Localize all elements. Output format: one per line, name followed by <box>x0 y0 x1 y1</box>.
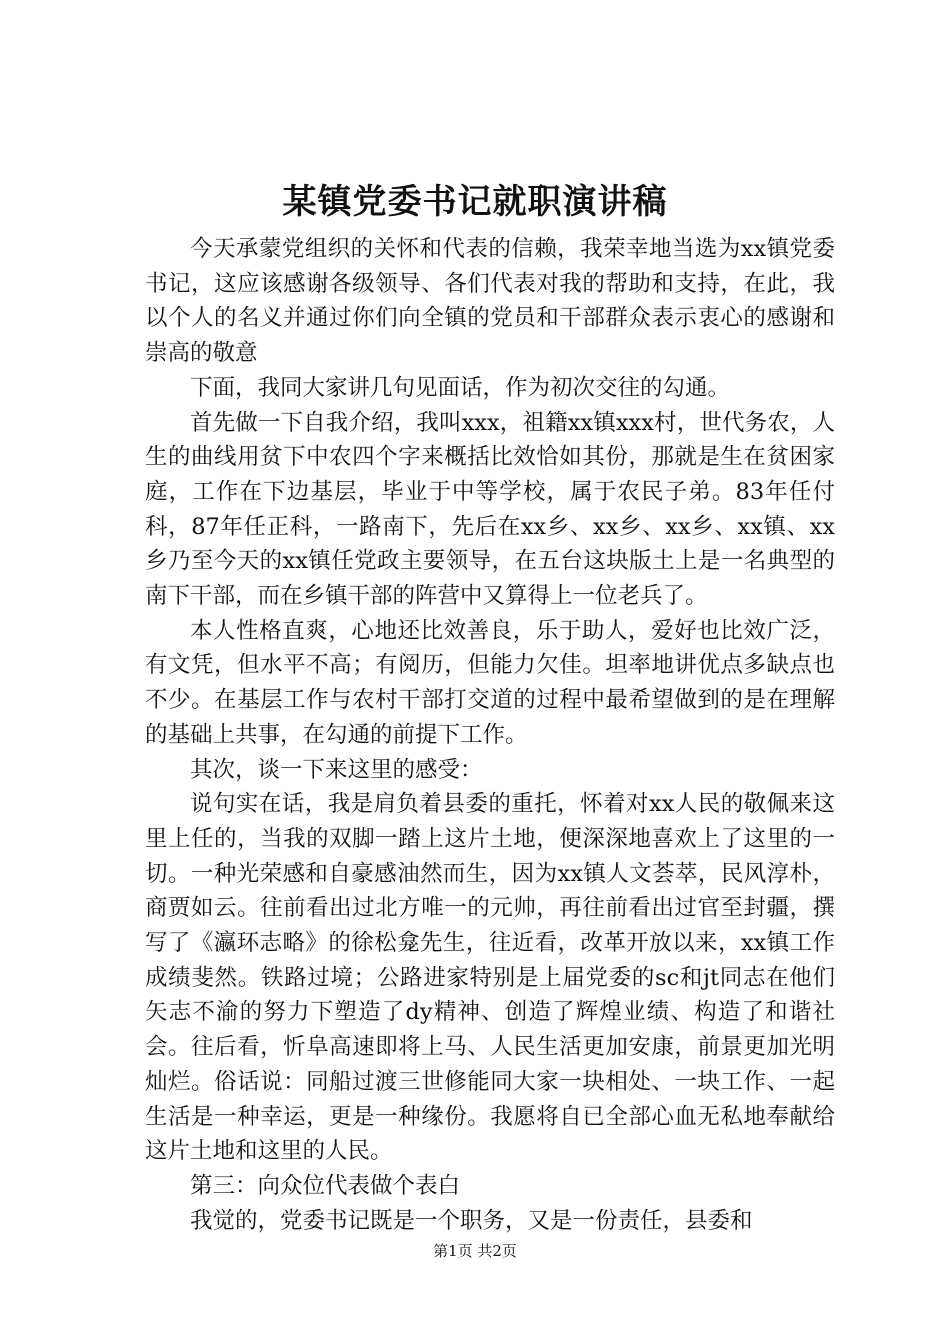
page-footer: 第1页 共2页 <box>433 1242 517 1260</box>
paragraph-statement: 我觉的，党委书记既是一个职务，又是一份责任，县委和 <box>190 1207 753 1234</box>
paragraph-personality: 本人性格直爽，心地还比效善良，乐于助人，爱好也比效广泛，有文凭，但水平不高；有阅历，但能力欠佳。坦率地讲优点多缺点也不少。在基层工作与农村干部打交道的过程中最希望做到的是在理解的基础上共事，在勾通的前提下工作。 <box>145 617 835 748</box>
document-title: 某镇党委书记就职演讲稿 <box>282 182 668 222</box>
paragraph-third-heading: 第三：向众位代表做个表白 <box>190 1172 461 1199</box>
paragraph-self-introduction: 首先做一下自我介绍，我叫xxx，祖籍xx镇xxx村，世代务农，人生的曲线用贫下中农四个字来概括比效恰如其份，那就是生在贫困家庭，工作在下边基层，毕业于中等学校，属于农民子弟。83年任付科，87年任正科，一路南下，先后在xx乡、xx乡、xx乡、xx镇、xx乡乃至今天的xx镇任党政主要领导，在五台这块版土上是一名典型的南下干部，而在乡镇干部的阵营中又算得上一位老兵了。 <box>145 409 835 610</box>
paragraph-second-heading: 其次，谈一下来这里的感受： <box>190 756 483 783</box>
paragraph-greeting: 今天承蒙党组织的关怀和代表的信赖，我荣幸地当选为xx镇党委书记，这应该感谢各级领导、各们代表对我的帮助和支持，在此，我以个人的名义并通过你们向全镇的党员和干部群众表示衷心的感谢和崇高的敬意 <box>145 236 835 367</box>
paragraph-feelings: 说句实在话，我是肩负着县委的重托，怀着对xx人民的敬佩来这里上任的，当我的双脚一踏上这片土地，便深深地喜欢上了这里的一切。一种光荣感和自豪感油然而生，因为xx镇人文荟萃，民风淳朴，商贾如云。往前看出过北方唯一的元帅，再往前看出过官至封疆，撰写了《瀛环志略》的徐松龛先生，往近看，改革开放以来，xx镇工作成绩斐然。铁路过境；公路进家特别是上届党委的sc和jt同志在他们矢志不渝的努力下塑造了dy精神、创造了辉煌业绩、构造了和谐社会。往后看，忻阜高速即将上马、人民生活更加安康，前景更加光明灿烂。俗话说：同船过渡三世修能同大家一块相处、一块工作、一起生活是一种幸运，更是一种缘份。我愿将自已全部心血无私地奉献给这片土地和这里的人民。 <box>145 791 835 1165</box>
paragraph-intro: 下面，我同大家讲几句见面话，作为初次交往的勾通。 <box>190 374 731 401</box>
document-body <box>145 232 835 1238</box>
